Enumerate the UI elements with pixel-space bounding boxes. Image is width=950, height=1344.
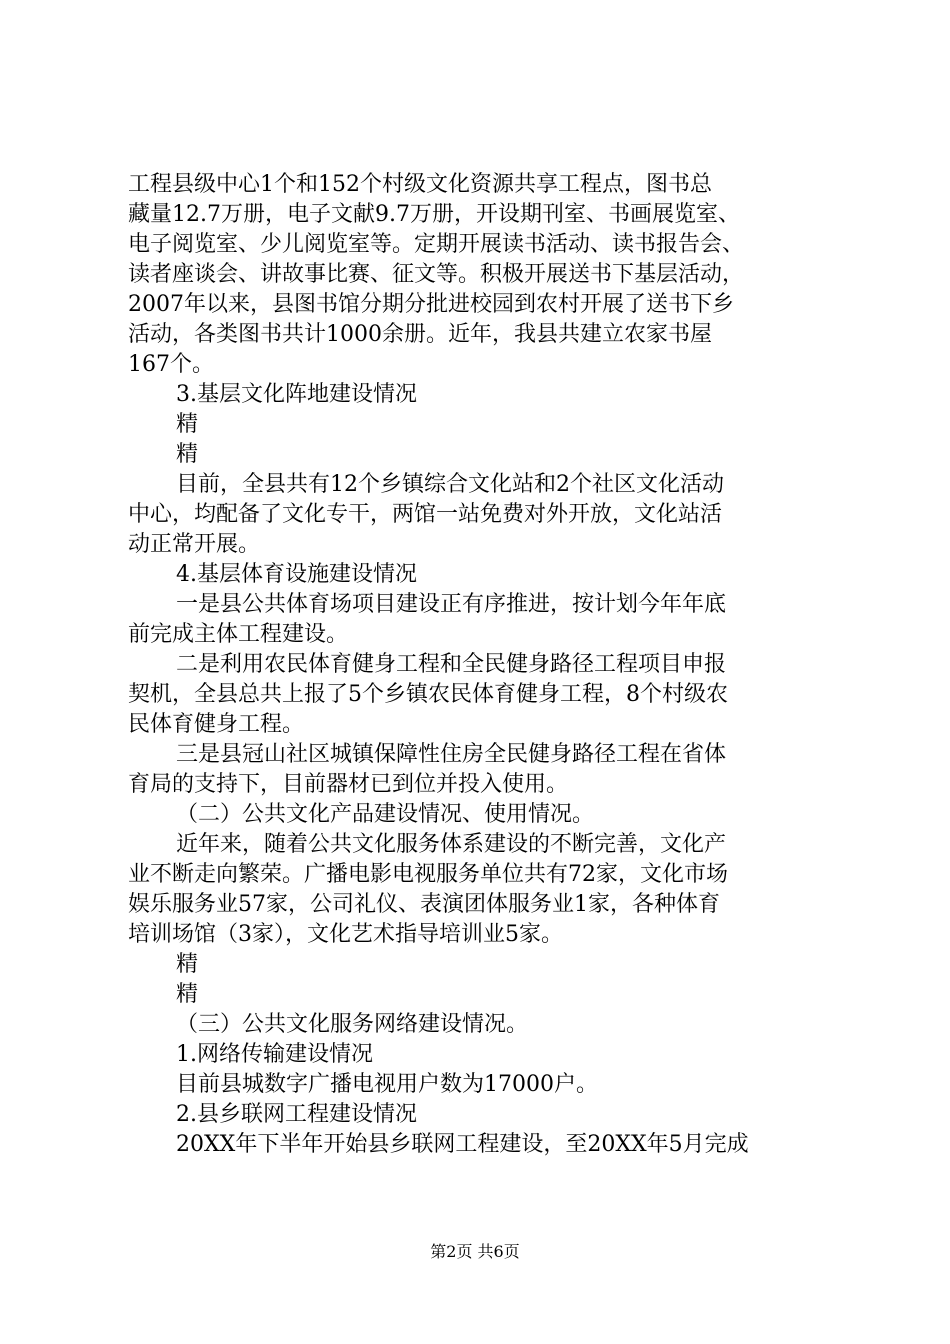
- paragraph-line: 三是县冠山社区城镇保障性住房全民健身路径工程在省体: [176, 742, 727, 767]
- section-heading: 4.基层体育设施建设情况: [176, 562, 417, 587]
- paragraph-line: 167个。: [128, 352, 214, 377]
- section-heading: 2.县乡联网工程建设情况: [176, 1102, 417, 1127]
- paragraph-line: 娱乐服务业57家，公司礼仪、表演团体服务业1家，各种体育: [128, 892, 720, 917]
- paragraph-line: 动正常开展。: [128, 532, 261, 557]
- paragraph-line: 2007年以来，县图书馆分期分批进校园到农村开展了送书下乡: [128, 292, 734, 317]
- paragraph-line: 目前县城数字广播电视用户数为17000户。: [176, 1072, 598, 1097]
- document-body: [128, 170, 828, 1160]
- paragraph-line: 电子阅览室、少儿阅览室等。定期开展读书活动、读书报告会、: [128, 232, 745, 257]
- watermark-char: 精: [176, 412, 199, 437]
- paragraph-line: 读者座谈会、讲故事比赛、征文等。积极开展送书下基层活动，: [128, 262, 745, 287]
- paragraph-line: 契机，全县总共上报了5个乡镇农民体育健身工程，8个村级农: [128, 682, 728, 707]
- paragraph-line: 工程县级中心1个和152个村级文化资源共享工程点，图书总: [128, 172, 712, 197]
- section-heading: （二）公共文化产品建设情况、使用情况。: [176, 802, 595, 827]
- paragraph-line: 藏量12.7万册，电子文献9.7万册，开设期刊室、书画展览室、: [128, 202, 740, 227]
- paragraph-line: 目前，全县共有12个乡镇综合文化站和2个社区文化活动: [176, 472, 724, 497]
- paragraph-line: 近年来，随着公共文化服务体系建设的不断完善，文化产: [176, 832, 727, 857]
- page-footer: [0, 1242, 950, 1262]
- paragraph-line: 育局的支持下，目前器材已到位并投入使用。: [128, 772, 569, 797]
- paragraph-line: 活动，各类图书共计1000余册。近年，我县共建立农家书屋: [128, 322, 712, 347]
- paragraph-line: 前完成主体工程建设。: [128, 622, 349, 647]
- watermark-char: 精: [176, 982, 199, 1007]
- paragraph-line: 二是利用农民体育健身工程和全民健身路径工程项目申报: [176, 652, 727, 677]
- paragraph-line: 业不断走向繁荣。广播电影电视服务单位共有72家，文化市场: [128, 862, 728, 887]
- paragraph-line: 20XX年下半年开始县乡联网工程建设，至20XX年5月完成: [176, 1132, 749, 1157]
- section-heading: 1.网络传输建设情况: [176, 1042, 373, 1067]
- section-heading: （三）公共文化服务网络建设情况。: [176, 1012, 529, 1037]
- page-number-label: 第2页 共6页: [430, 1242, 520, 1261]
- section-heading: 3.基层文化阵地建设情况: [176, 382, 417, 407]
- watermark-char: 精: [176, 952, 199, 977]
- paragraph-line: 一是县公共体育场项目建设正有序推进，按计划今年年底: [176, 592, 727, 617]
- paragraph-line: 培训场馆（3家），文化艺术指导培训业5家。: [128, 922, 563, 947]
- paragraph-line: 民体育健身工程。: [128, 712, 305, 737]
- paragraph-line: 中心，均配备了文化专干，两馆一站免费对外开放，文化站活: [128, 502, 723, 527]
- watermark-char: 精: [176, 442, 199, 467]
